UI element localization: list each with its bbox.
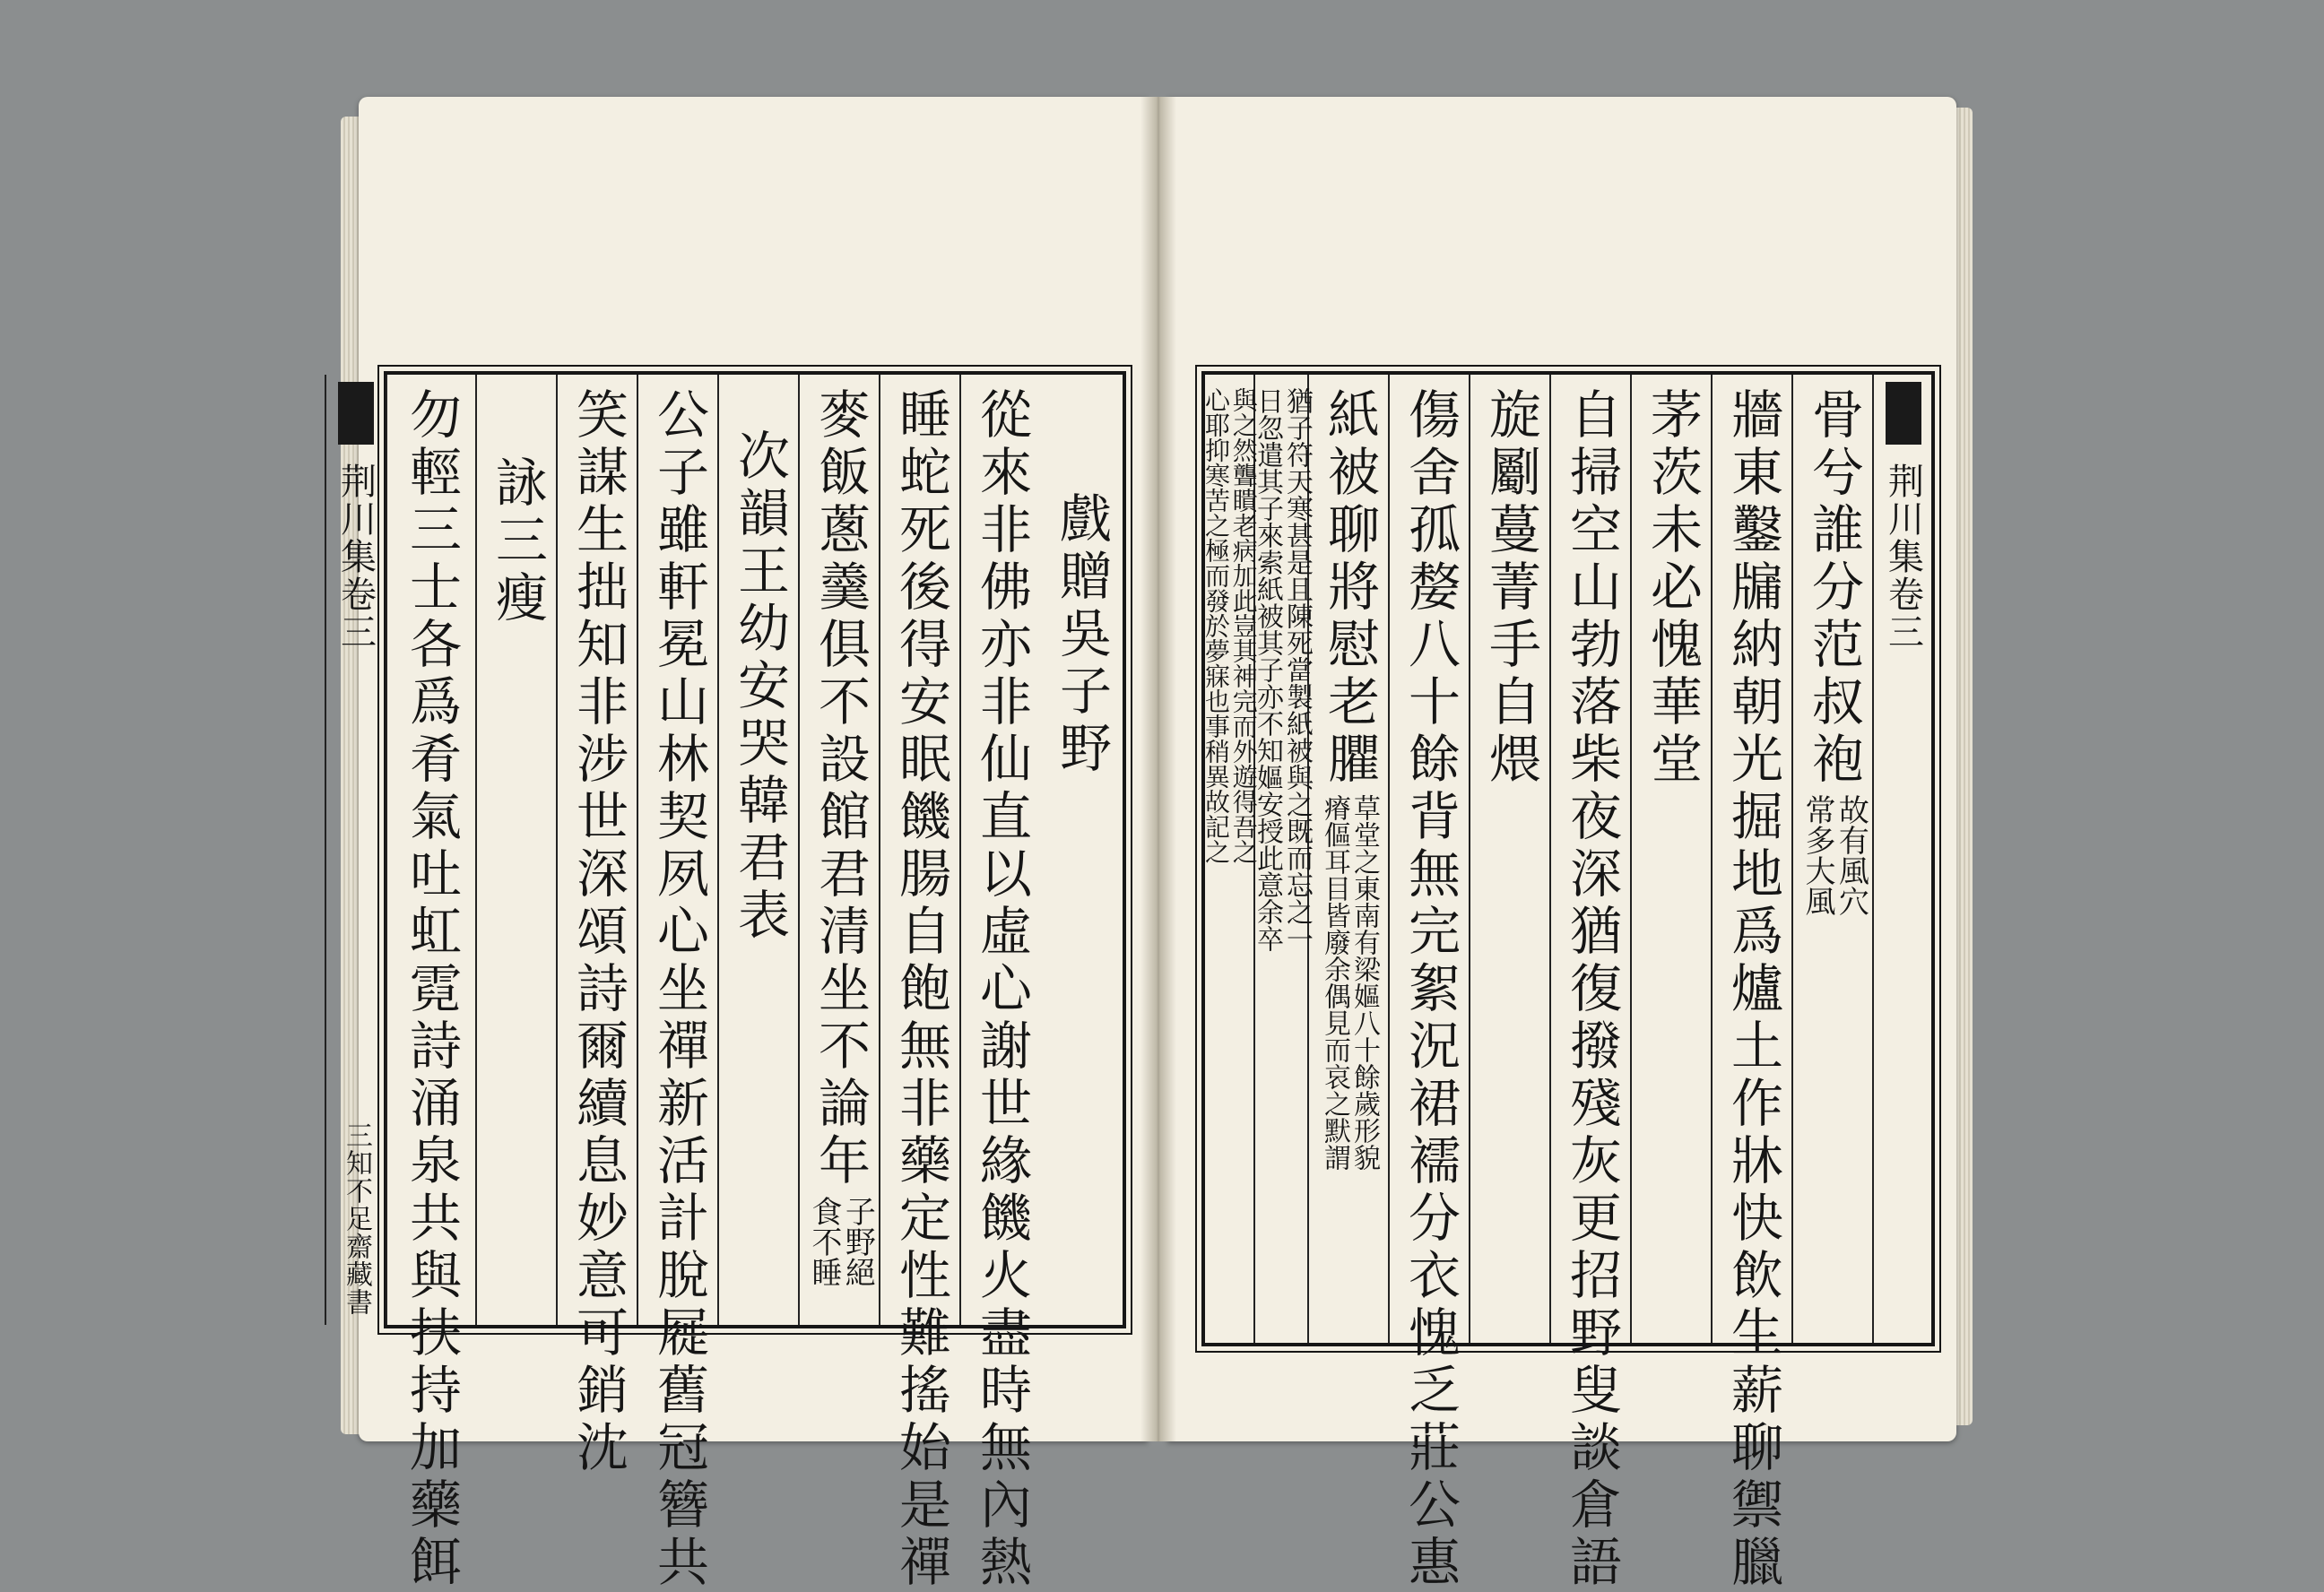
left-banxin-publisher: 知不足齋藏書 (341, 1149, 372, 1316)
right-column-6-text: 傷舍孤嫠八十餘背無完絮況裙襦分衣愧乏莊公惠 (1400, 387, 1461, 1592)
left-column-8 (475, 375, 558, 1325)
right-column-5-text: 旋劚蔓菁手自煨 (1480, 387, 1541, 789)
left-column-3 (879, 375, 961, 1592)
right-column-1 (1791, 375, 1874, 1343)
left-column-4 (798, 375, 880, 1325)
right-text-frame (1201, 371, 1935, 1592)
right-column-7 (1307, 375, 1390, 1343)
left-column-6-text: 公子雖軒冕山林契夙心坐禪新活計脫屣舊冠簪共 (648, 387, 709, 1592)
right-column-4 (1549, 375, 1632, 1592)
left-banxin-footer (326, 1121, 386, 1316)
right-column-9 (1201, 375, 1259, 1343)
right-column-2 (1711, 375, 1793, 1592)
fish-tail-mark (1886, 382, 1921, 445)
left-column-9 (387, 375, 475, 1592)
right-column-3-text: 茅茨未必愧華堂 (1642, 387, 1703, 789)
left-column-1-text: 戲贈吳子野 (1051, 491, 1112, 778)
left-column-6 (637, 375, 719, 1592)
left-column-7-text: 笑謀生拙知非涉世深頌詩爾續息妙意可銷沈 (568, 387, 629, 1477)
left-column-3-text: 睡蛇死後得安眠饑腸自飽無非藥定性難搖始是禪 (890, 387, 951, 1592)
left-column-7 (556, 375, 638, 1477)
right-banxin (1872, 375, 1933, 1343)
left-column-2-text: 從來非佛亦非仙直以虛心謝世緣饑火盡時無內熱 (971, 387, 1032, 1592)
left-column-5 (717, 375, 800, 1325)
left-banxin-page: 三 (341, 1121, 372, 1149)
left-banxin-title: 荆川集卷三 (334, 463, 377, 651)
book-gutter (1140, 97, 1176, 1441)
right-column-6 (1388, 375, 1470, 1592)
left-column-2 (959, 375, 1042, 1592)
right-column-2-text: 牆東鑿牖納朝光掘地爲爐土作牀快飲生薪聊禦臘 (1722, 387, 1783, 1592)
right-column-3 (1630, 375, 1713, 1343)
right-column-8 (1252, 375, 1313, 1343)
right-column-1-text: 骨兮誰分范叔袍 (1803, 387, 1864, 789)
left-column-4-note: 子野絕 食不睡 (806, 1196, 876, 1287)
right-column-5 (1469, 375, 1551, 1343)
right-column-7-note: 草堂之東南有梁嫗八十餘歲形貌 瘠傴耳目皆廢余偶見而哀之默謂 (1319, 794, 1380, 1171)
right-banxin-title: 荆川集卷三 (1882, 463, 1924, 651)
right-column-1-note: 故有風穴 常多大風 (1799, 794, 1869, 916)
fish-tail-mark (338, 382, 374, 445)
left-column-9-text: 勿輕三士各爲肴氣吐虹霓詩涌泉共與扶持加藥餌 (401, 387, 462, 1592)
left-text-frame (334, 371, 1126, 1592)
left-banxin (325, 375, 387, 1325)
left-column-4-text: 麥飯蔥羹俱不設館君清坐不論年 (810, 387, 871, 1190)
right-column-4-text: 自掃空山勃落柴夜深猶復撥殘灰更招野叟談倉語 (1561, 387, 1622, 1592)
right-column-8-note: 猶子符天寒甚是且陳死當製紙被與之既而忘之一 日忽遣其子來索紙被其子亦不知嫗安授此意余卒 (1252, 387, 1313, 952)
right-column-7-text: 紙被聊將慰老臞 (1319, 387, 1380, 789)
left-column-1 (1040, 375, 1123, 1325)
left-column-5-text: 次韻王幼安哭韓君表 (729, 428, 790, 945)
left-column-8-text: 詠三瘦 (487, 455, 548, 627)
right-column-9-note: 與之然聾瞶老病加此豈其神完而外遊得吾之 心耶抑寒苦之極而發於夢寐也事稍異故記之 (1201, 387, 1259, 864)
